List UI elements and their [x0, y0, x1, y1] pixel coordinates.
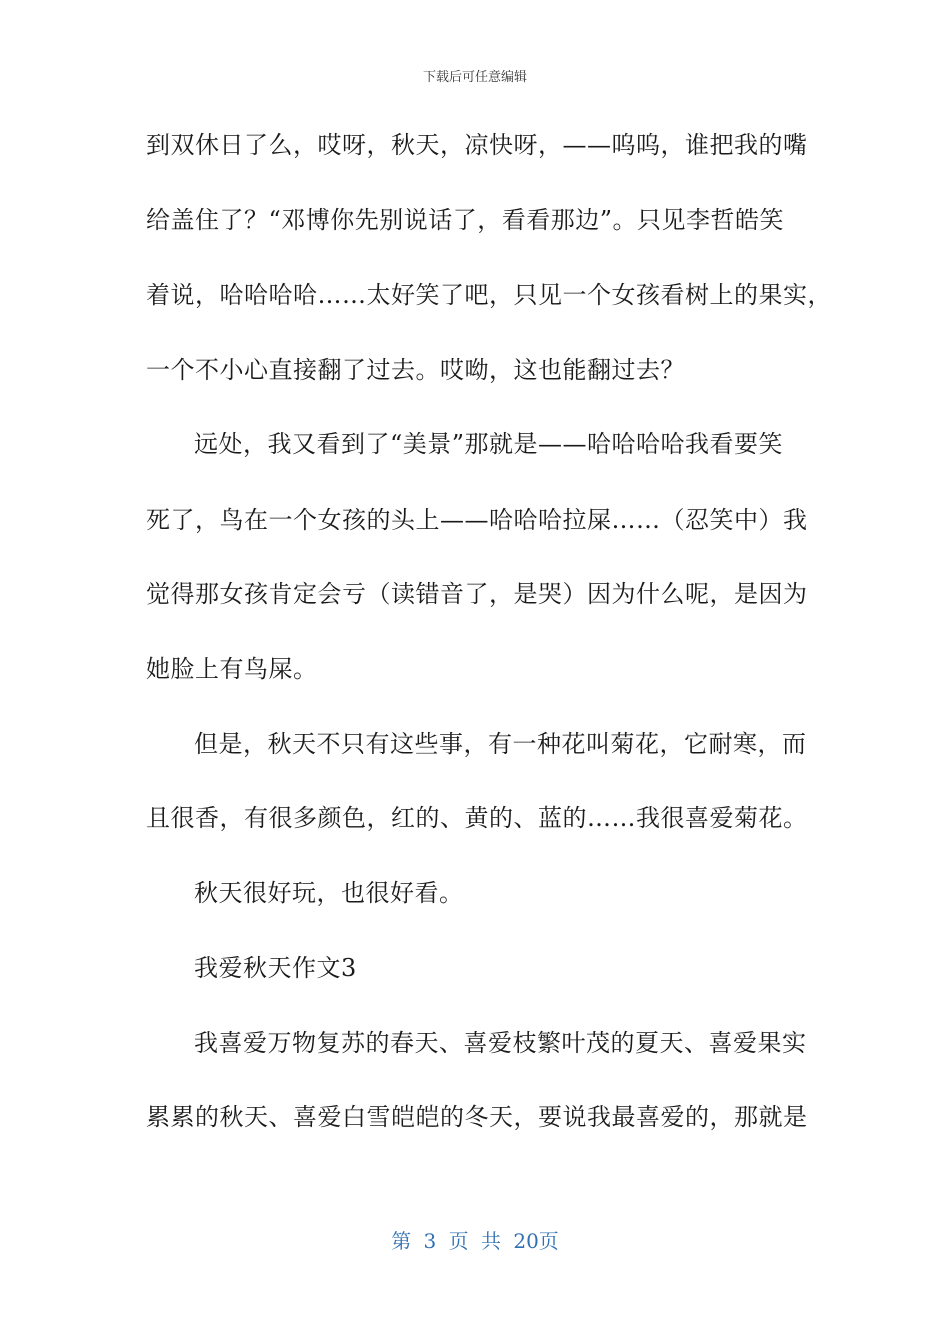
paragraph-first-line: 秋天很好玩，也很好看。	[194, 879, 464, 907]
text-line: 觉得那女孩肯定会亏（读错音了，是哭）因为什么呢，是因为	[146, 580, 808, 608]
text-line: 给盖住了？“邓博你先别说话了，看看那边”。只见李哲皓笑	[146, 206, 785, 234]
text-line: 着说，哈哈哈哈……太好笑了吧，只见一个女孩看树上的果实，	[146, 281, 832, 309]
text-line: 死了，鸟在一个女孩的头上——哈哈哈拉屎……（忍笑中）我	[146, 506, 808, 534]
page-header: 下载后可任意编辑	[422, 70, 527, 85]
text-line: 一个不小心直接翻了过去。哎呦，这也能翻过去？	[146, 356, 685, 384]
paragraph-first-line: 但是，秋天不只有这些事，有一种花叫菊花，它耐寒，而	[194, 730, 807, 758]
text-line: 她脸上有鸟屎。	[146, 655, 318, 683]
page-number: 第 3 页 共 20页	[391, 1229, 559, 1253]
text-line: 到双休日了么，哎呀，秋天，凉快呀，——呜呜，谁把我的嘴	[146, 131, 808, 159]
text-line: 且很香，有很多颜色，红的、黄的、蓝的……我很喜爱菊花。	[146, 804, 808, 832]
section-title: 我爱秋天作文3	[194, 954, 357, 982]
paragraph-first-line: 远处，我又看到了“美景”那就是——哈哈哈哈我看要笑	[194, 430, 784, 458]
text-line: 累累的秋天、喜爱白雪皑皑的冬天，要说我最喜爱的，那就是	[146, 1103, 808, 1131]
paragraph-first-line: 我喜爱万物复苏的春天、喜爱枝繁叶茂的夏天、喜爱果实	[194, 1029, 807, 1057]
